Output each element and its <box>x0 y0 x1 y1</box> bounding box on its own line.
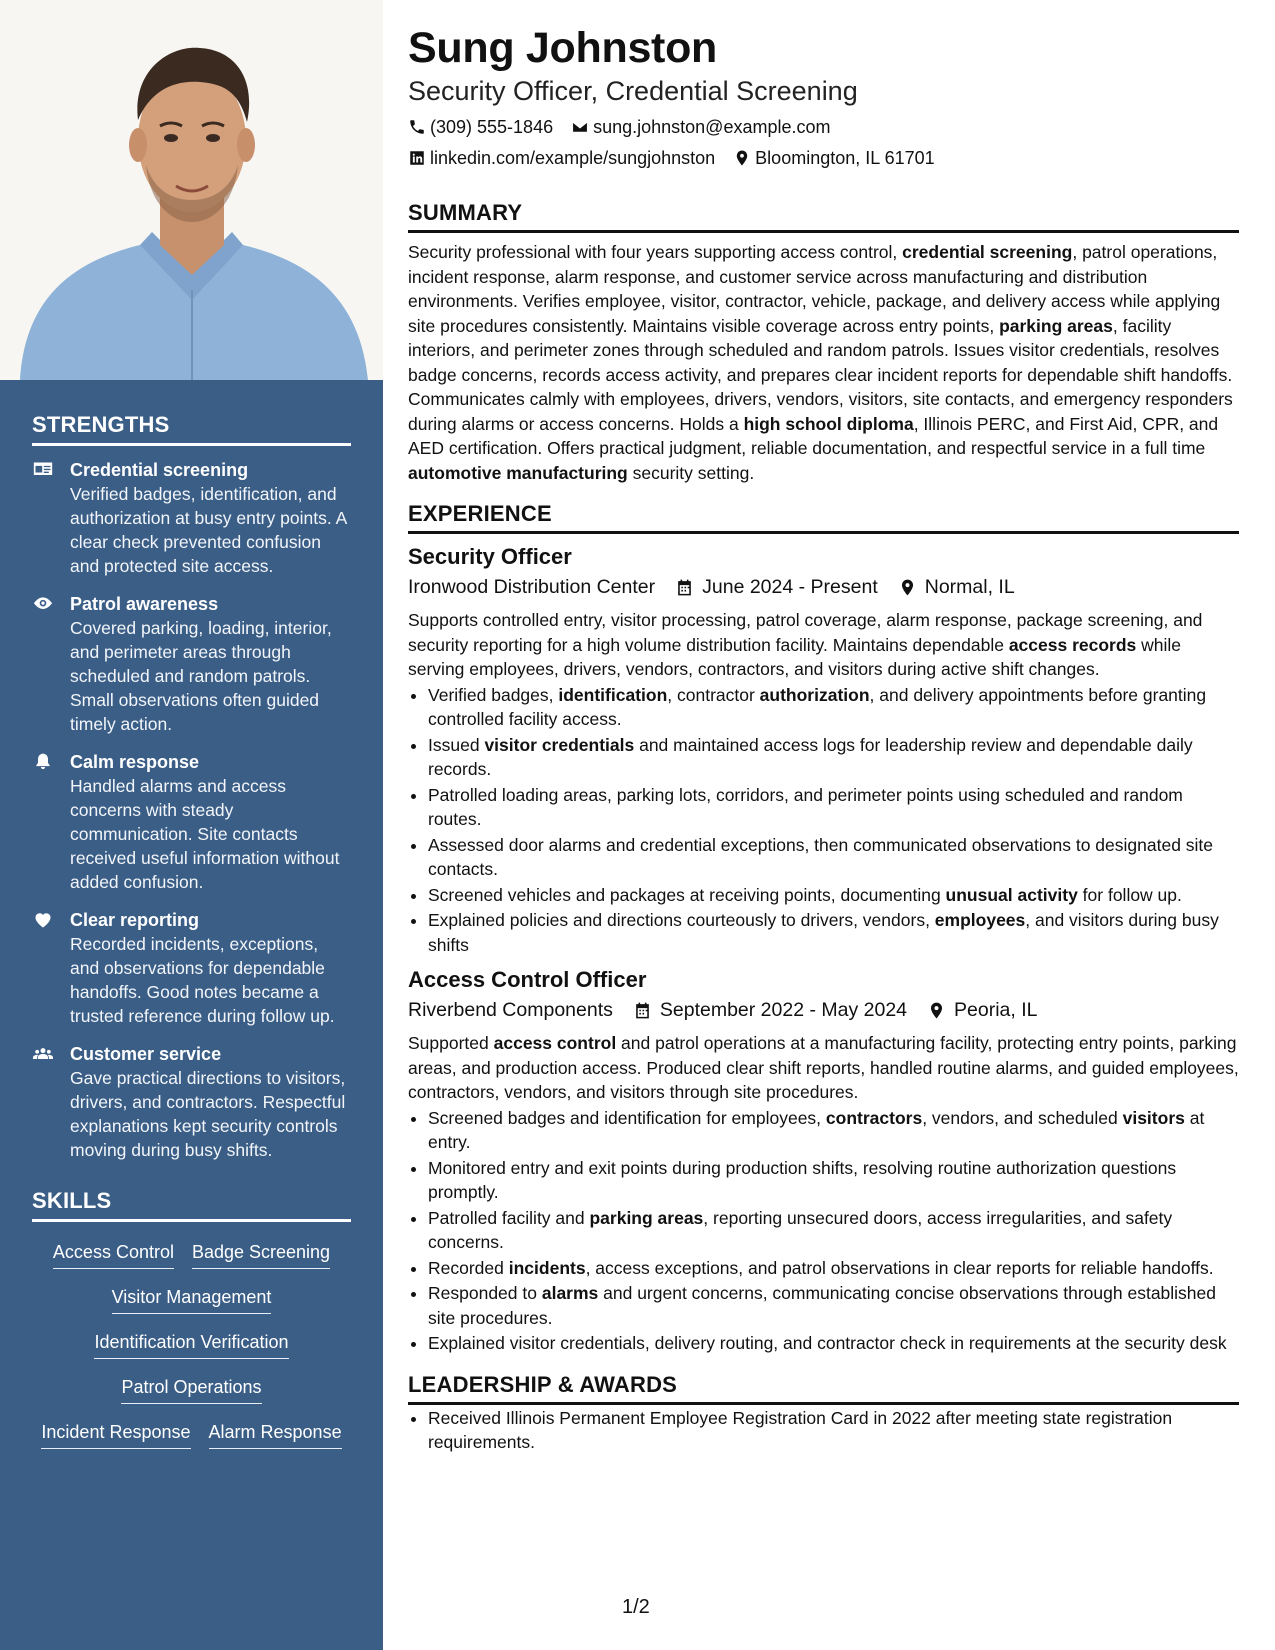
job-description-text: Supports controlled entry, visitor processing, patrol coverage, alarm response, package screening, and security reporting for a high volume distribution facility. Maintains dependable <box>408 610 1203 655</box>
summary-bold: high school diploma <box>743 413 914 434</box>
strength-description: Handled alarms and access concerns with steady communication. Site contacts received useful information without added confusion. <box>70 776 340 892</box>
job-dates <box>633 996 907 1024</box>
bullet-text: Explained visitor credentials, delivery routing, and contractor check in requirements at the security desk <box>428 1333 1227 1353</box>
phone-contact <box>408 115 553 139</box>
summary-heading: SUMMARY <box>408 200 1239 233</box>
calendar-icon <box>675 578 694 597</box>
job-meta <box>408 996 1239 1024</box>
summary-text: , facility interiors, and perimeter zones through scheduled and random patrols. Issues visitor credentials, resolves badge concerns, records access activity, and prepares clear incident reports for dependable shift handoffs. Communicates calmly with employees, drivers, vendors, visitors, site contacts, and emergency responders during alarms or access concerns. Holds a <box>408 315 1233 434</box>
strengths-list <box>32 458 351 1162</box>
job-description <box>408 608 1239 682</box>
job-company: Riverbend Components <box>408 999 613 1021</box>
map-pin-icon <box>733 149 751 167</box>
bullet-bold: visitor credentials <box>484 734 635 755</box>
main-content <box>408 22 1239 1455</box>
bullet-bold: alarms <box>541 1283 599 1303</box>
strength-icon-wrap <box>32 1042 70 1162</box>
bullet-text: , contractor <box>667 684 760 705</box>
strength-description: Gave practical directions to visitors, drivers, and contractors. Respectful explanations kept security controls moving during busy shifts. <box>70 1068 346 1160</box>
bullet-text: Explained policies and directions courteously to drivers, vendors, <box>428 910 935 930</box>
summary-text: security setting. <box>627 462 755 483</box>
bullet-text: and maintained access logs for leadership review and dependable daily records. <box>428 734 1193 779</box>
skill-tag: Incident Response <box>41 1420 190 1449</box>
bullet-text: , and delivery appointments before granting controlled facility access. <box>428 684 1207 729</box>
strength-title: Clear reporting <box>70 910 200 930</box>
location-contact <box>733 146 934 170</box>
email-contact <box>571 115 830 139</box>
job-description <box>408 1031 1239 1105</box>
job-bullets <box>408 683 1239 958</box>
bullet-text: , and visitors during busy shifts <box>428 910 1219 955</box>
strength-description: Verified badges, identification, and authorization at busy entry points. A clear check prevented confusion and protected site access. <box>70 484 347 576</box>
bullet-bold: contractors <box>825 1107 923 1128</box>
strength-item <box>32 458 351 578</box>
sidebar <box>0 0 383 1650</box>
bullet-bold: incidents <box>508 1257 586 1278</box>
strength-body <box>70 908 351 1028</box>
linkedin-icon <box>408 149 426 167</box>
leadership-list <box>408 1406 1239 1455</box>
bullet-text: Responded to <box>428 1283 542 1303</box>
bullet-text: Issued <box>428 734 485 755</box>
summary-text: , patrol operations, incident response, alarm response, and customer service across manufacturing and distribution environments. Verifies employee, visitor, contractor, vehicle, package, and delivery access while applying site procedures consistently. Maintains visible coverage across entry points, <box>408 242 1221 336</box>
strength-icon-wrap <box>32 750 70 894</box>
strength-icon-wrap <box>32 908 70 1028</box>
summary-bold: credential screening <box>902 242 1073 262</box>
contact-row-1 <box>408 115 1239 139</box>
candidate-name: Sung Johnston <box>408 24 718 72</box>
job-meta <box>408 573 1239 601</box>
job-description-text: and patrol operations at a manufacturing facility, protecting entry points, parking areas, and production access. Produced clear shift reports, handled routine alarms, and guided employees, contractors, vendors, and visitors through site procedures. <box>408 1033 1239 1102</box>
bullet-bold: parking areas <box>589 1207 704 1228</box>
summary-bold: automotive manufacturing <box>408 462 628 483</box>
contact-row-2 <box>408 146 1239 170</box>
strength-item <box>32 750 351 894</box>
strength-item <box>32 1042 351 1162</box>
bullet-bold: visitors <box>1122 1107 1185 1128</box>
bullet-text: , reporting unsecured doors, access irregularities, and safety concerns. <box>428 1207 1173 1252</box>
job-dates-text: September 2022 - May 2024 <box>659 999 908 1021</box>
job-bullet <box>428 1206 1239 1255</box>
skill-tag: Alarm Response <box>209 1420 342 1449</box>
job-bullet <box>428 883 1239 908</box>
strength-icon-wrap <box>32 592 70 736</box>
bullet-text: Screened vehicles and packages at receiving points, documenting <box>428 884 946 905</box>
bullet-text: for follow up. <box>1077 884 1182 905</box>
heart-icon <box>32 910 54 930</box>
job-bullet <box>428 1156 1239 1205</box>
summary-text: , Illinois PERC, and First Aid, CPR, and AED certification. Offers practical judgment, reliable documentation, and respectful service in a full time <box>408 413 1219 458</box>
job-role: Access Control Officer <box>408 967 647 992</box>
job-role: Security Officer <box>408 544 572 569</box>
bullet-bold: identification <box>558 684 668 705</box>
skills-heading: SKILLS <box>32 1188 351 1222</box>
calendar-icon <box>633 1001 652 1020</box>
strength-description: Covered parking, loading, interior, and perimeter areas through scheduled and random patrols. Small observations often guided timely action. <box>70 618 332 734</box>
job-bullet <box>428 683 1239 732</box>
strength-title: Credential screening <box>70 460 249 480</box>
skill-tag: Badge Screening <box>192 1240 330 1269</box>
skill-tag: Access Control <box>53 1240 174 1269</box>
bullet-text: , access exceptions, and patrol observations in clear reports for reliable handoffs. <box>585 1257 1214 1278</box>
job-location <box>898 573 1015 601</box>
job-description-bold: access records <box>1008 634 1137 655</box>
users-icon <box>32 1044 54 1064</box>
strength-title: Calm response <box>70 752 200 772</box>
strength-description: Recorded incidents, exceptions, and observations for dependable handoffs. Good notes became a trusted reference during follow up. <box>70 934 335 1026</box>
job-company: Ironwood Distribution Center <box>408 576 656 598</box>
map-pin-icon <box>898 578 917 597</box>
strength-body <box>70 458 351 578</box>
strengths-heading: STRENGTHS <box>32 412 351 446</box>
skills-list <box>32 1232 351 1457</box>
job-bullet <box>428 833 1239 882</box>
strength-icon-wrap <box>32 458 70 578</box>
sidebar-content <box>32 412 351 1457</box>
profile-photo <box>0 0 383 380</box>
linkedin-contact <box>408 146 715 170</box>
job-bullet <box>428 733 1239 782</box>
leadership-heading: LEADERSHIP & AWARDS <box>408 1372 1239 1405</box>
id-card-icon <box>32 460 54 480</box>
location-text: Bloomington, IL 61701 <box>755 148 935 168</box>
job-description-text: while serving employees, drivers, vendors, contractors, and visitors during active shift changes. <box>408 634 1182 679</box>
bullet-text: , vendors, and scheduled <box>922 1107 1123 1128</box>
job-bullet <box>428 1281 1239 1330</box>
bullet-bold: employees <box>934 910 1026 930</box>
strength-title: Customer service <box>70 1044 222 1064</box>
experience-list <box>408 543 1239 1356</box>
phone-text: (309) 555-1846 <box>430 117 554 137</box>
job-bullet <box>428 908 1239 957</box>
summary-bold: parking areas <box>999 315 1113 336</box>
bullet-text: Verified badges, <box>428 684 559 705</box>
job-bullet <box>428 783 1239 832</box>
experience-heading: EXPERIENCE <box>408 501 1239 534</box>
job-bullet <box>428 1331 1239 1356</box>
job-entry <box>408 966 1239 1356</box>
job-location-text: Peoria, IL <box>954 999 1038 1021</box>
bullet-text: at entry. <box>428 1107 1205 1152</box>
bullet-text: Patrolled loading areas, parking lots, corridors, and perimeter points using scheduled and random routes. <box>428 784 1183 829</box>
job-bullets <box>408 1106 1239 1356</box>
leadership-text: Received Illinois Permanent Employee Registration Card in 2022 after meeting state registration requirements. <box>428 1407 1173 1452</box>
job-entry <box>408 543 1239 957</box>
email-text: sung.johnston@example.com <box>593 117 831 137</box>
bullet-bold: authorization <box>759 684 870 705</box>
job-dates <box>675 573 878 601</box>
summary-text <box>408 240 1239 485</box>
bullet-text: Recorded <box>428 1257 509 1278</box>
eye-icon <box>32 594 54 614</box>
job-bullet <box>428 1256 1239 1281</box>
skill-tag: Visitor Management <box>112 1285 272 1314</box>
map-pin-icon <box>927 1001 946 1020</box>
envelope-icon <box>571 118 589 136</box>
strength-item <box>32 592 351 736</box>
phone-icon <box>408 118 426 136</box>
bullet-text: Screened badges and identification for employees, <box>428 1107 826 1128</box>
profile-photo-illustration <box>0 0 383 380</box>
bullet-bold: unusual activity <box>945 884 1078 905</box>
leadership-item <box>428 1406 1239 1455</box>
job-location-text: Normal, IL <box>924 576 1015 598</box>
strength-body <box>70 1042 351 1162</box>
summary-text: Security professional with four years supporting access control, <box>408 242 903 262</box>
bell-icon <box>32 752 54 772</box>
skill-tag: Identification Verification <box>94 1330 288 1359</box>
candidate-title: Security Officer, Credential Screening <box>408 76 858 106</box>
bullet-text: Monitored entry and exit points during production shifts, resolving routine authorization questions promptly. <box>428 1157 1177 1202</box>
strength-item <box>32 908 351 1028</box>
strength-body <box>70 750 351 894</box>
skill-tag: Patrol Operations <box>121 1375 261 1404</box>
linkedin-text: linkedin.com/example/sungjohnston <box>430 148 716 168</box>
job-dates-text: June 2024 - Present <box>702 576 878 598</box>
bullet-text: and urgent concerns, communicating concise observations through established site procedures. <box>428 1283 1217 1328</box>
job-bullet <box>428 1106 1239 1155</box>
strength-title: Patrol awareness <box>70 594 219 614</box>
page-number: 1/2 <box>622 1596 650 1618</box>
job-location <box>927 996 1037 1024</box>
job-description-text: Supported <box>408 1033 494 1053</box>
bullet-text: Patrolled facility and <box>428 1207 590 1228</box>
strength-body <box>70 592 351 736</box>
job-description-bold: access control <box>493 1033 617 1053</box>
bullet-text: Assessed door alarms and credential exceptions, then communicated observations to designated site contacts. <box>428 834 1214 879</box>
